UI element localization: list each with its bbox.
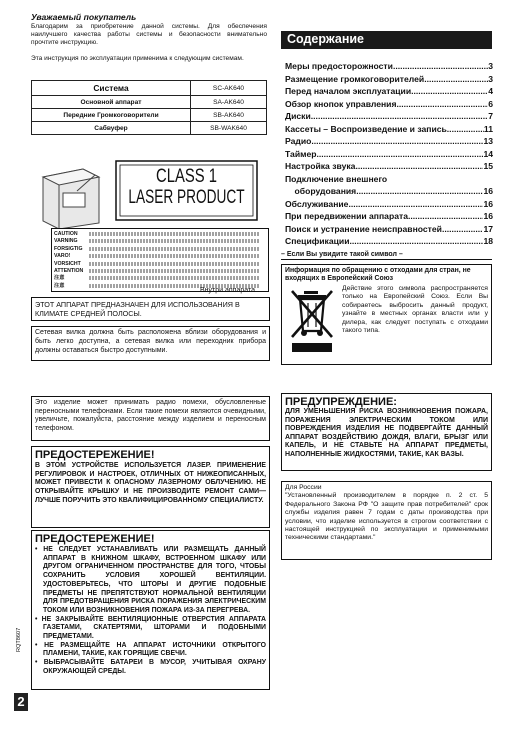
warning-language-label: FORSIGTIG (54, 245, 83, 252)
toc-item-title: Кассеты – Воспроизведение и запись (285, 123, 447, 134)
warning-body: ДЛЯ УМЕНЬШЕНИЯ РИСКА ВОЗНИКНОВЕНИЯ ПОЖАРА, ПОРАЖЕНИЯ ЭЛЕКТРИЧЕСКИМ ТОКОМ ИЛИ ПОВРЕЖДЕНИЯ ИЗДЕЛИЯ НЕ ПОДВЕРГАЙТЕ ДАННЫЙ АППАРАТ ВОЗДЕЙСТВИЮ ДОЖДЯ, ВЛАГИ, БРЫЗГ ИЛИ КАПЕЛЬ, И НЕ СТАВЬТЕ НА АППАРАТ ПРЕДМЕТЫ, НАПОЛНЕННЫЕ ЖИДКОСТЯМИ, ТАКИЕ, КАК ВАЗЫ. (285, 408, 488, 458)
warning-fine-print (89, 232, 259, 236)
warning-box (281, 393, 492, 471)
symbol-heading: – Если Вы увидите такой символ – (281, 251, 403, 258)
warning-title: ПРЕДУПРЕЖДЕНИЕ: (285, 396, 397, 408)
toc-header (281, 31, 492, 49)
toc-item-title: Таймер (285, 148, 317, 159)
page-number: 2 (14, 693, 28, 711)
table-cell: Основной аппарат (32, 96, 191, 109)
greeting-applicability: Эта инструкция по эксплуатации применима к следующим системам. (31, 55, 244, 62)
table-row (32, 81, 267, 96)
warning-fine-print (89, 247, 259, 251)
table-cell: SC-AK640 (191, 81, 267, 96)
warning-language-label: CAUTION (54, 231, 78, 237)
table-cell: SA-AK640 (191, 96, 267, 109)
toc-item-title: Обслуживание (285, 198, 349, 209)
laser-caution-box (31, 446, 270, 528)
toc-item (285, 148, 493, 161)
divider (281, 259, 492, 260)
toc-leader (356, 185, 483, 198)
warning-language-label: VARNING (54, 238, 78, 245)
caution-title: ПРЕДОСТЕРЕЖЕНИЕ! (35, 533, 155, 545)
toc-leader (424, 73, 488, 86)
radio-interference-notice: Это изделие может принимать радио помехи, обусловленные переносными телефонами. Если такие помехи являются очевидными, увеличьте, пожалуйста, расстояние между изделием и переносным телефоном. (31, 396, 270, 441)
toc-item-title: Поиск и устранение неисправностей (285, 223, 442, 234)
toc-item-title: оборудования (285, 186, 357, 196)
laser-label-line2: LASER PRODUCT (128, 187, 245, 208)
toc-item-title: Настройка звука (285, 161, 356, 171)
toc-item (285, 110, 493, 123)
warning-fine-print (89, 269, 259, 273)
toc-item-page: 16 (483, 186, 493, 196)
caution-title: ПРЕДОСТЕРЕЖЕНИЕ! (35, 449, 155, 461)
list-item: • ВЫБРАСЫВАЙТЕ БАТАРЕИ В МУСОР, УЧИТЫВАЯ ОХРАНУ ОКРУЖАЮЩЕЙ СРЕДЫ. (35, 659, 267, 675)
toc-item (285, 85, 493, 98)
toc-leader (348, 198, 483, 211)
laser-class-label (115, 160, 258, 221)
toc-item-page: 13 (483, 136, 493, 146)
toc-item-page: 4 (488, 86, 493, 96)
caution-body: В ЭТОМ УСТРОЙСТВЕ ИСПОЛЬЗУЕТСЯ ЛАЗЕР. ПРИМЕНЕНИЕ РЕГУЛИРОВОК И НАСТРОЕК, ОТЛИЧНЫХ ОТ НИЖЕОПИСАННЫХ, МОЖЕТ ПРИВЕСТИ К ОПАСНОМУ ЛАЗЕРНОМУ ОБЛУЧЕНИЮ. НЕ ОТКРЫВАЙТЕ КРЫШКУ И НЕ ПРОИЗВОДИТЕ РЕМОНТ САМИ—ЛУЧШЕ ПОРУЧИТЬ ЭТО КВАЛИФИЦИРОВАННОМУ СПЕЦИАЛИСТУ. (35, 462, 266, 504)
toc-item-title: Перед началом эксплуатации (285, 86, 412, 96)
toc-item-page: 7 (488, 111, 493, 121)
disposal-info-box (281, 264, 492, 365)
warning-fine-print (89, 254, 259, 258)
toc-leader (387, 173, 493, 186)
toc-item-page: 16 (483, 198, 493, 209)
plug-notice: Сетевая вилка должна быть расположена вблизи оборудования и быть легко доступна, а сетевая вилка или переходник прибора должны оставаться быстро доступными. (31, 326, 270, 361)
warning-fine-print (89, 262, 259, 266)
toc-item (285, 135, 493, 148)
toc-item-page: 15 (483, 161, 493, 171)
toc-item (285, 185, 493, 198)
table-cell: Передние Громкоговорители (32, 109, 191, 122)
toc-item (285, 123, 493, 136)
table-row (32, 109, 267, 122)
toc-item-title: При передвижении аппарата (285, 211, 408, 221)
laser-warning-panel (51, 228, 269, 292)
toc-item-title: Радио (285, 136, 312, 146)
warning-fine-print (89, 276, 259, 280)
toc-item (285, 173, 493, 186)
ventilation-caution-box (31, 530, 270, 690)
list-item: • НЕ ЗАКРЫВАЙТЕ ВЕНТИЛЯЦИОННЫЕ ОТВЕРСТИЯ АППАРАТА ГАЗЕТАМИ, СКАТЕРТЯМИ, ШТОРАМИ И ПОДОБНЫМИ ПРЕДМЕТАМИ. (35, 615, 266, 641)
toc-item-title: Подключение внешнего (285, 173, 388, 184)
toc-leader (311, 110, 488, 123)
toc-leader (316, 148, 483, 161)
table-row (32, 96, 267, 109)
toc-item (285, 235, 493, 248)
toc-leader (411, 85, 488, 98)
warning-language-label: 注意 (54, 282, 65, 289)
toc-item-page: 14 (483, 148, 493, 159)
list-item: • НЕ СЛЕДУЕТ УСТАНАВЛИВАТЬ ИЛИ РАЗМЕЩАТЬ ДАННЫЙ АППАРАТ В КНИЖНОМ ШКАФУ, ВСТРОЕННОМ ШКАФУ ИЛИ ДРУГОМ ОГРАНИЧЕННОМ ПРОСТРАНСТВЕ ДЛЯ ТОГО, ЧТОБЫ СОХРАНИТЬ УСЛОВИЯ ХОРОШЕЙ ВЕНТИЛЯЦИИ. УДОСТОВЕРЬТЕСЬ, ЧТО ШТОРЫ И ДРУГИЕ ПОДОБНЫЕ ПРЕДМЕТЫ НЕ ПРЕПЯТСТВУЮТ НОРМАЛЬНОЙ ВЕНТИЛЯЦИИ ДЛЯ ПРЕДОТВРАЩЕНИЯ РИСКА ПОРАЖЕНИЯ ЭЛЕКТРИЧЕСКИМ ТОКОМ ИЛИ ВОЗНИКНОВЕНИЯ ПОЖАРА ИЗ-ЗА ПЕРЕГРЕВА. (35, 546, 266, 614)
toc-item (285, 73, 493, 86)
laser-caption: Внутри аппарата (200, 287, 256, 294)
russia-notice-box (281, 481, 492, 560)
russia-text: "Установленный производителем в порядке п. 2 ст. 5 Федерального Закона РФ "О защите прав потребителей" срок службы изделия равен 7 годам с даты производства при условии, что изделие используется в строгом соответствии с настоящей инструкцией по эксплуатации и применимыми техническими стандартами." (285, 492, 488, 542)
toc-leader (442, 223, 483, 236)
toc-item-page: 6 (488, 98, 493, 109)
device-illustration (37, 163, 103, 229)
table-cell: Система (32, 81, 191, 96)
toc-item-title: Спецификации (285, 236, 350, 246)
toc-item (285, 98, 493, 111)
table-of-contents (285, 60, 493, 248)
toc-leader (311, 135, 483, 148)
greeting-text: Благодарим за приобретение данной системы. Для обеспечения наилучшего качества работы системы и безопасности внимательно прочтите инструкцию. (31, 23, 267, 46)
toc-item-page: 3 (488, 61, 493, 71)
toc-item-title: Размещение громкоговорителей (285, 73, 425, 84)
crossed-bin-icon (288, 287, 336, 355)
toc-item-title: Обзор кнопок управления (285, 98, 397, 109)
toc-item (285, 223, 493, 236)
toc-leader (349, 235, 483, 248)
toc-leader (393, 60, 488, 73)
toc-item-title: Диски (285, 111, 311, 121)
document-code: RQT8607 (16, 627, 22, 652)
warning-language-label: VARO! (54, 253, 71, 260)
models-table (31, 80, 267, 135)
russia-heading: Для России (285, 484, 322, 491)
toc-item-page: 11 (483, 123, 493, 134)
list-item: • НЕ РАЗМЕЩАЙТЕ НА АППАРАТ ИСТОЧНИКИ ОТКРЫТОГО ПЛАМЕНИ, ТАКИЕ, КАК ГОРЯЩИЕ СВЕЧИ. (35, 641, 267, 658)
laser-label-line1: CLASS 1 (156, 166, 217, 187)
warning-language-label: ATTENTION (54, 268, 84, 274)
toc-leader (355, 160, 483, 173)
table-cell: SB-WAK640 (191, 122, 267, 135)
warning-language-label: 注意 (54, 275, 65, 282)
climate-notice: ЭТОТ АППАРАТ ПРЕДНАЗНАЧЕН ДЛЯ ИСПОЛЬЗОВАНИЯ В КЛИМАТЕ СРЕДНЕЙ ПОЛОСЫ. (31, 297, 270, 321)
warning-fine-print (89, 239, 259, 243)
table-cell: SB-AK640 (191, 109, 267, 122)
toc-item (285, 160, 493, 173)
toc-item-page: 17 (483, 223, 493, 234)
toc-item-title: Меры предосторожности (285, 61, 393, 71)
warning-language-label: VORSICHT (54, 260, 81, 267)
table-cell: Сабвуфер (32, 122, 191, 135)
toc-item (285, 198, 493, 211)
toc-item-page: 18 (483, 236, 493, 246)
table-row (32, 122, 267, 135)
disposal-text: Действие этого символа распространяется только на Европейский Союз. Если Вы собираетесь выбросить данный продукт, узнайте в местных органах власти или у дилера, как следует поступать с отходами такого типа. (342, 285, 488, 335)
toc-item-page: 16 (483, 211, 493, 221)
toc-item-page: 3 (488, 73, 493, 84)
greeting-title: Уважаемый покупатель (31, 12, 137, 22)
toc-leader (396, 98, 488, 111)
toc-item (285, 210, 493, 223)
toc-item (285, 60, 493, 73)
toc-leader (447, 123, 484, 136)
disposal-title: Информация по обращению с отходами для стран, не входящих в Европейский Союз (285, 267, 471, 283)
toc-title: Содержание (287, 32, 365, 46)
toc-leader (408, 210, 483, 223)
